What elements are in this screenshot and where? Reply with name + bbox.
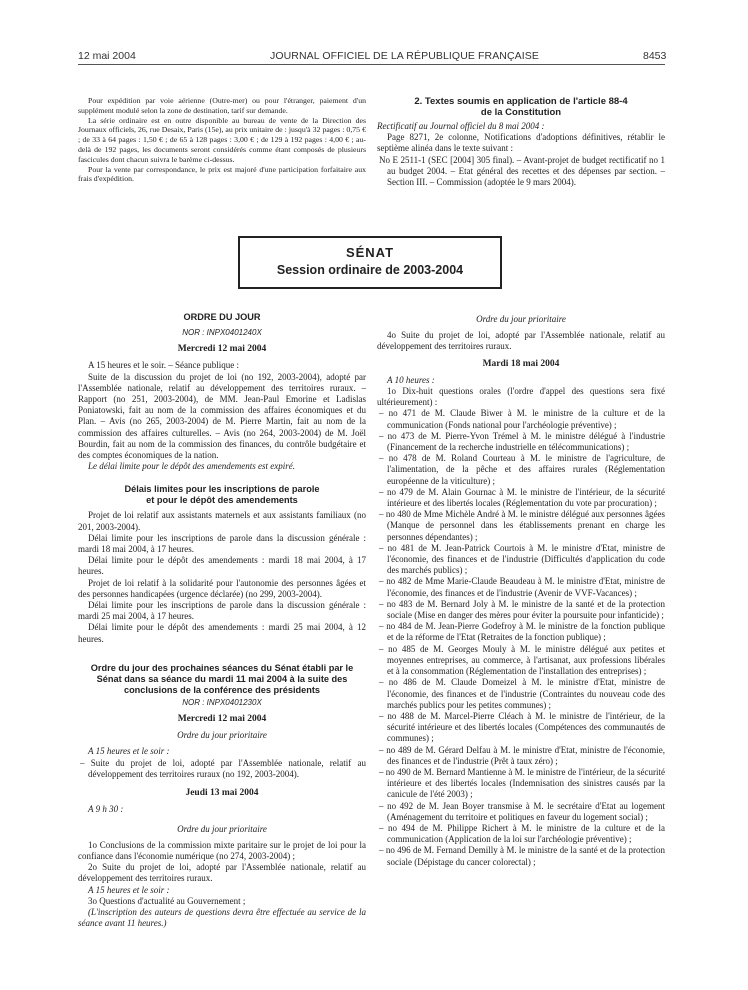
senat-banner (238, 236, 502, 289)
question-item: – no 471 de M. Claude Biwer à M. le ministre de la culture et de la communication (Fonds national pour l'archéologie préventive) ; (379, 408, 665, 430)
paragraph: Projet de loi relatif aux assistants maternels et aux assistants familiaux (no 201, 2003-2004). (78, 510, 366, 532)
ordre-du-jour-heading: ORDRE DU JOUR (183, 312, 261, 322)
session-date: Mercredi 12 mai 2004 (177, 344, 267, 355)
paragraph: Délai limite pour les inscriptions de parole dans la discussion générale : mardi 25 mai 2004, à 17 heures. (78, 600, 366, 622)
paragraph: A 10 heures : (387, 374, 435, 385)
question-item: – no 486 de M. Claude Domeizel à M. le ministre d'Etat, ministre de l'économie, des finances et de l'industrie (Contraintes du nouveau code des marchés publics pour les petites communes) ; (379, 677, 665, 710)
question-item: – no 482 de Mme Marie-Claude Beaudeau à M. le ministre d'Etat, ministre de l'économie, des finances et de l'industrie (Avenir de VVF-Vacances) ; (379, 576, 665, 598)
paragraph: 3o Questions d'actualité au Gouvernement ; (88, 895, 246, 906)
notice-paragraph: La série ordinaire est en outre disponible au bureau de vente de la Direction des Journaux officiels, 26, rue Desaix, Paris (15e), au prix unitaire de : jusqu'à 32 pages : 0,75 € ; de 33 à 64 pages : 1,50 € ; de 65 à 128 pages : 3,00 € ; de 129 à 192 pages : 4,00 € ; au-delà de 192 pages, les documents seront considérés comme étant composés de plusieurs fascicules dont chacun suivra le barème ci-dessus. (78, 115, 366, 164)
paragraph: 2o Suite du projet de loi, adopté par l'Assemblée nationale, relatif au développement des territoires ruraux. (78, 862, 366, 884)
header-rule (78, 64, 665, 65)
rectif-paragraph: No E 2511-1 (SEC [2004] 305 final). – Avant-projet de budget rectificatif no 1 au budget 2004. – Etat général des recettes et des dépenses par section. – Section III. – Commission (adoptée le 9 mars 2004). (379, 154, 665, 188)
banner-title: SÉNAT (345, 245, 395, 260)
banner-subtitle: Session ordinaire de 2003-2004 (276, 263, 464, 277)
paragraph: 1o Dix-huit questions orales (l'ordre d'appel des questions sera fixé ultérieurement) : (377, 386, 665, 408)
paragraph: Délai limite pour le dépôt des amendements : mardi 18 mai 2004, à 17 heures. (78, 555, 366, 577)
paragraph: A 15 heures et le soir. – Séance publique : (88, 360, 239, 371)
questions-list (377, 408, 665, 867)
question-item: – no 481 de M. Jean-Patrick Courtois à M. le ministre d'Etat, ministre de l'économie, des finances et de l'industrie (Difficultés d'application du code des marchés publics) ; (379, 542, 665, 576)
prochaines-seances-heading: Ordre du jour des prochaines séances du Sénat établi par le Sénat dans sa séance du mardi 11 mai 2004 à la suite des conclusions de la conférence des présidents (90, 662, 354, 695)
ordre-prioritaire-label: Ordre du jour prioritaire (476, 314, 566, 324)
paragraph: (L'inscription des auteurs de questions devra être effectuée au service de la séance avant 11 heures.) (78, 906, 366, 929)
session-date: Mardi 18 mai 2004 (482, 358, 560, 369)
ordre-prioritaire-label: Ordre du jour prioritaire (177, 823, 267, 834)
question-item: – no 479 de M. Alain Gournac à M. le ministre de l'intérieur, de la sécurité intérieure et des libertés locales (Réglementation du vote par procuration) ; (379, 486, 665, 509)
notice-paragraph: Pour expédition par voie aérienne (Outre-mer) ou pour l'étranger, paiement d'un supplément modulé selon la zone de destination, tarif sur demande. (78, 96, 366, 115)
question-item: – no 492 de M. Jean Boyer transmise à M. le secrétaire d'Etat au logement (Aménagement du territoire et politiques en faveur du logement social) ; (379, 800, 665, 822)
section-heading: de la Constitution (480, 107, 562, 118)
paragraph: Délai limite pour le dépôt des amendements : mardi 25 mai 2004, à 12 heures. (78, 622, 366, 644)
page-header (0, 0, 748, 70)
question-item: – no 496 de M. Fernand Demilly à M. le ministre de la santé et de la protection sociale (Dépistage du cancer colorectal) ; (379, 845, 665, 867)
paragraph: A 15 heures et le soir : (88, 884, 170, 895)
header-date: 12 mai 2004 (78, 50, 136, 62)
paragraph: Le délai limite pour le dépôt des amendements est expiré. (88, 461, 295, 472)
ordre-prioritaire-label: Ordre du jour prioritaire (177, 730, 267, 741)
delais-heading: et pour le dépôt des amendements (146, 495, 298, 506)
question-item: – no 478 de M. Roland Courteau à M. le ministre de l'agriculture, de l'alimentation, de la pêche et des affaires rurales (Réglementation européenne de la viticulture) ; (379, 453, 665, 486)
article-88-4-section (377, 96, 665, 188)
question-item: – no 490 de M. Bernard Mantienne à M. le ministre de l'intérieur, de la sécurité intérieure et des libertés locales (Indemnisation des sinistres causés par la canicule de l'été 2003) ; (379, 766, 665, 800)
session-date: Jeudi 13 mai 2004 (185, 788, 259, 799)
paragraph: Projet de loi relatif à la solidarité pour l'autonomie des personnes âgées et des personnes handicapées (urgence déclarée) (no 299, 2003-2004). (78, 577, 366, 599)
nor-reference: NOR : INPX0401230X (182, 697, 262, 707)
paragraph: A 15 heures et le soir : (88, 746, 170, 757)
notice-paragraph: Pour la vente par correspondance, le prix est majoré d'une participation forfaitaire aux frais d'expédition. (78, 164, 366, 184)
nor-reference: NOR : INPX0401240X (182, 328, 262, 337)
question-item: – no 488 de M. Marcel-Pierre Cléach à M. le ministre de l'intérieur, de la sécurité intérieure et des libertés locales (Compétences des communautés de communes) ; (379, 710, 665, 744)
rectificatif: Rectificatif au Journal officiel du 8 mai 2004 : (377, 121, 545, 131)
page-number: 8453 (643, 50, 667, 62)
paragraph: Délai limite pour les inscriptions de parole dans la discussion générale : mardi 18 mai 2004, à 17 heures. (78, 532, 366, 555)
question-item: – no 484 de M. Jean-Pierre Godefroy à M. le ministre de la fonction publique et de la réforme de l'Etat (Retraites de la fonction publique) ; (379, 621, 665, 643)
delais-heading: Délais limites pour les inscriptions de parole (124, 484, 320, 495)
paragraph: – Suite du projet de loi, adopté par l'Assemblée nationale, relatif au développement des territoires ruraux (no 192, 2003-2004). (80, 757, 366, 779)
journal-title: JOURNAL OFFICIEL DE LA RÉPUBLIQUE FRANÇAISE (270, 50, 539, 62)
left-column (78, 312, 366, 929)
paragraph: 4o Suite du projet de loi, adopté par l'Assemblée nationale, relatif au développement des territoires ruraux. (377, 330, 665, 352)
section-heading: 2. Textes soumis en application de l'article 88-4 (414, 96, 628, 107)
question-item: – no 473 de M. Pierre-Yvon Trémel à M. le ministre délégué à l'industrie (Financement de la recherche industrielle en télécommunications) ; (379, 430, 665, 453)
question-item: – no 485 de M. Georges Mouly à M. le ministre délégué aux petites et moyennes entreprises, au commerce, à l'artisanat, aux professions libérales et à la consommation (Réglementation de l'installation des entreprises) ; (379, 643, 665, 677)
question-item: – no 489 de M. Gérard Delfau à M. le ministre d'Etat, ministre de l'économie, des finances et de l'industrie (Prêt à taux zéro) ; (379, 744, 665, 766)
paragraph: 1o Conclusions de la commission mixte paritaire sur le projet de loi pour la confiance dans l'économie numérique (no 274, 2003-2004) ; (78, 839, 366, 861)
rectif-paragraph: Page 8271, 2e colonne, Notifications d'adoptions définitives, rétablir le septième alinéa dans le texte suivant : (377, 132, 665, 154)
paragraph: Suite de la discussion du projet de loi (no 192, 2003-2004), adopté par l'Assemblée nationale, relatif au développement des territoires ruraux. – Rapport (no 251, 2003-2004), de MM. Jean-Paul Emorine et Ladislas Poniatowski, fait au nom de la commission des affaires économiques et du Plan. – Avis (no 265, 2003-2004) de M. Pierre Martin, fait au nom de la commission des affaires culturelles. – Avis (no 264, 2003-2004) de M. Joël Bourdin, fait au nom de la commission des finances, du contrôle budgétaire et des comptes économiques de la nation. (78, 371, 366, 461)
question-item: – no 483 de M. Bernard Joly à M. le ministre de la santé et de la protection sociale (Mise en danger des mères pour éviter la poursuite pour infanticide) ; (379, 598, 665, 621)
session-date: Mercredi 12 mai 2004 (177, 714, 267, 725)
question-item: – no 480 de Mme Michèle André à M. le ministre délégué aux personnes âgées (Manque de personnel dans les établissements prenant en charge les personnes dépendantes) ; (379, 509, 665, 542)
right-column (377, 314, 665, 868)
question-item: – no 494 de M. Philippe Richert à M. le ministre de la culture et de la communication (Application de la loi sur l'archéologie préventive) ; (379, 822, 665, 845)
paragraph: A 9 h 30 : (88, 804, 124, 815)
subscription-notice (78, 96, 366, 184)
